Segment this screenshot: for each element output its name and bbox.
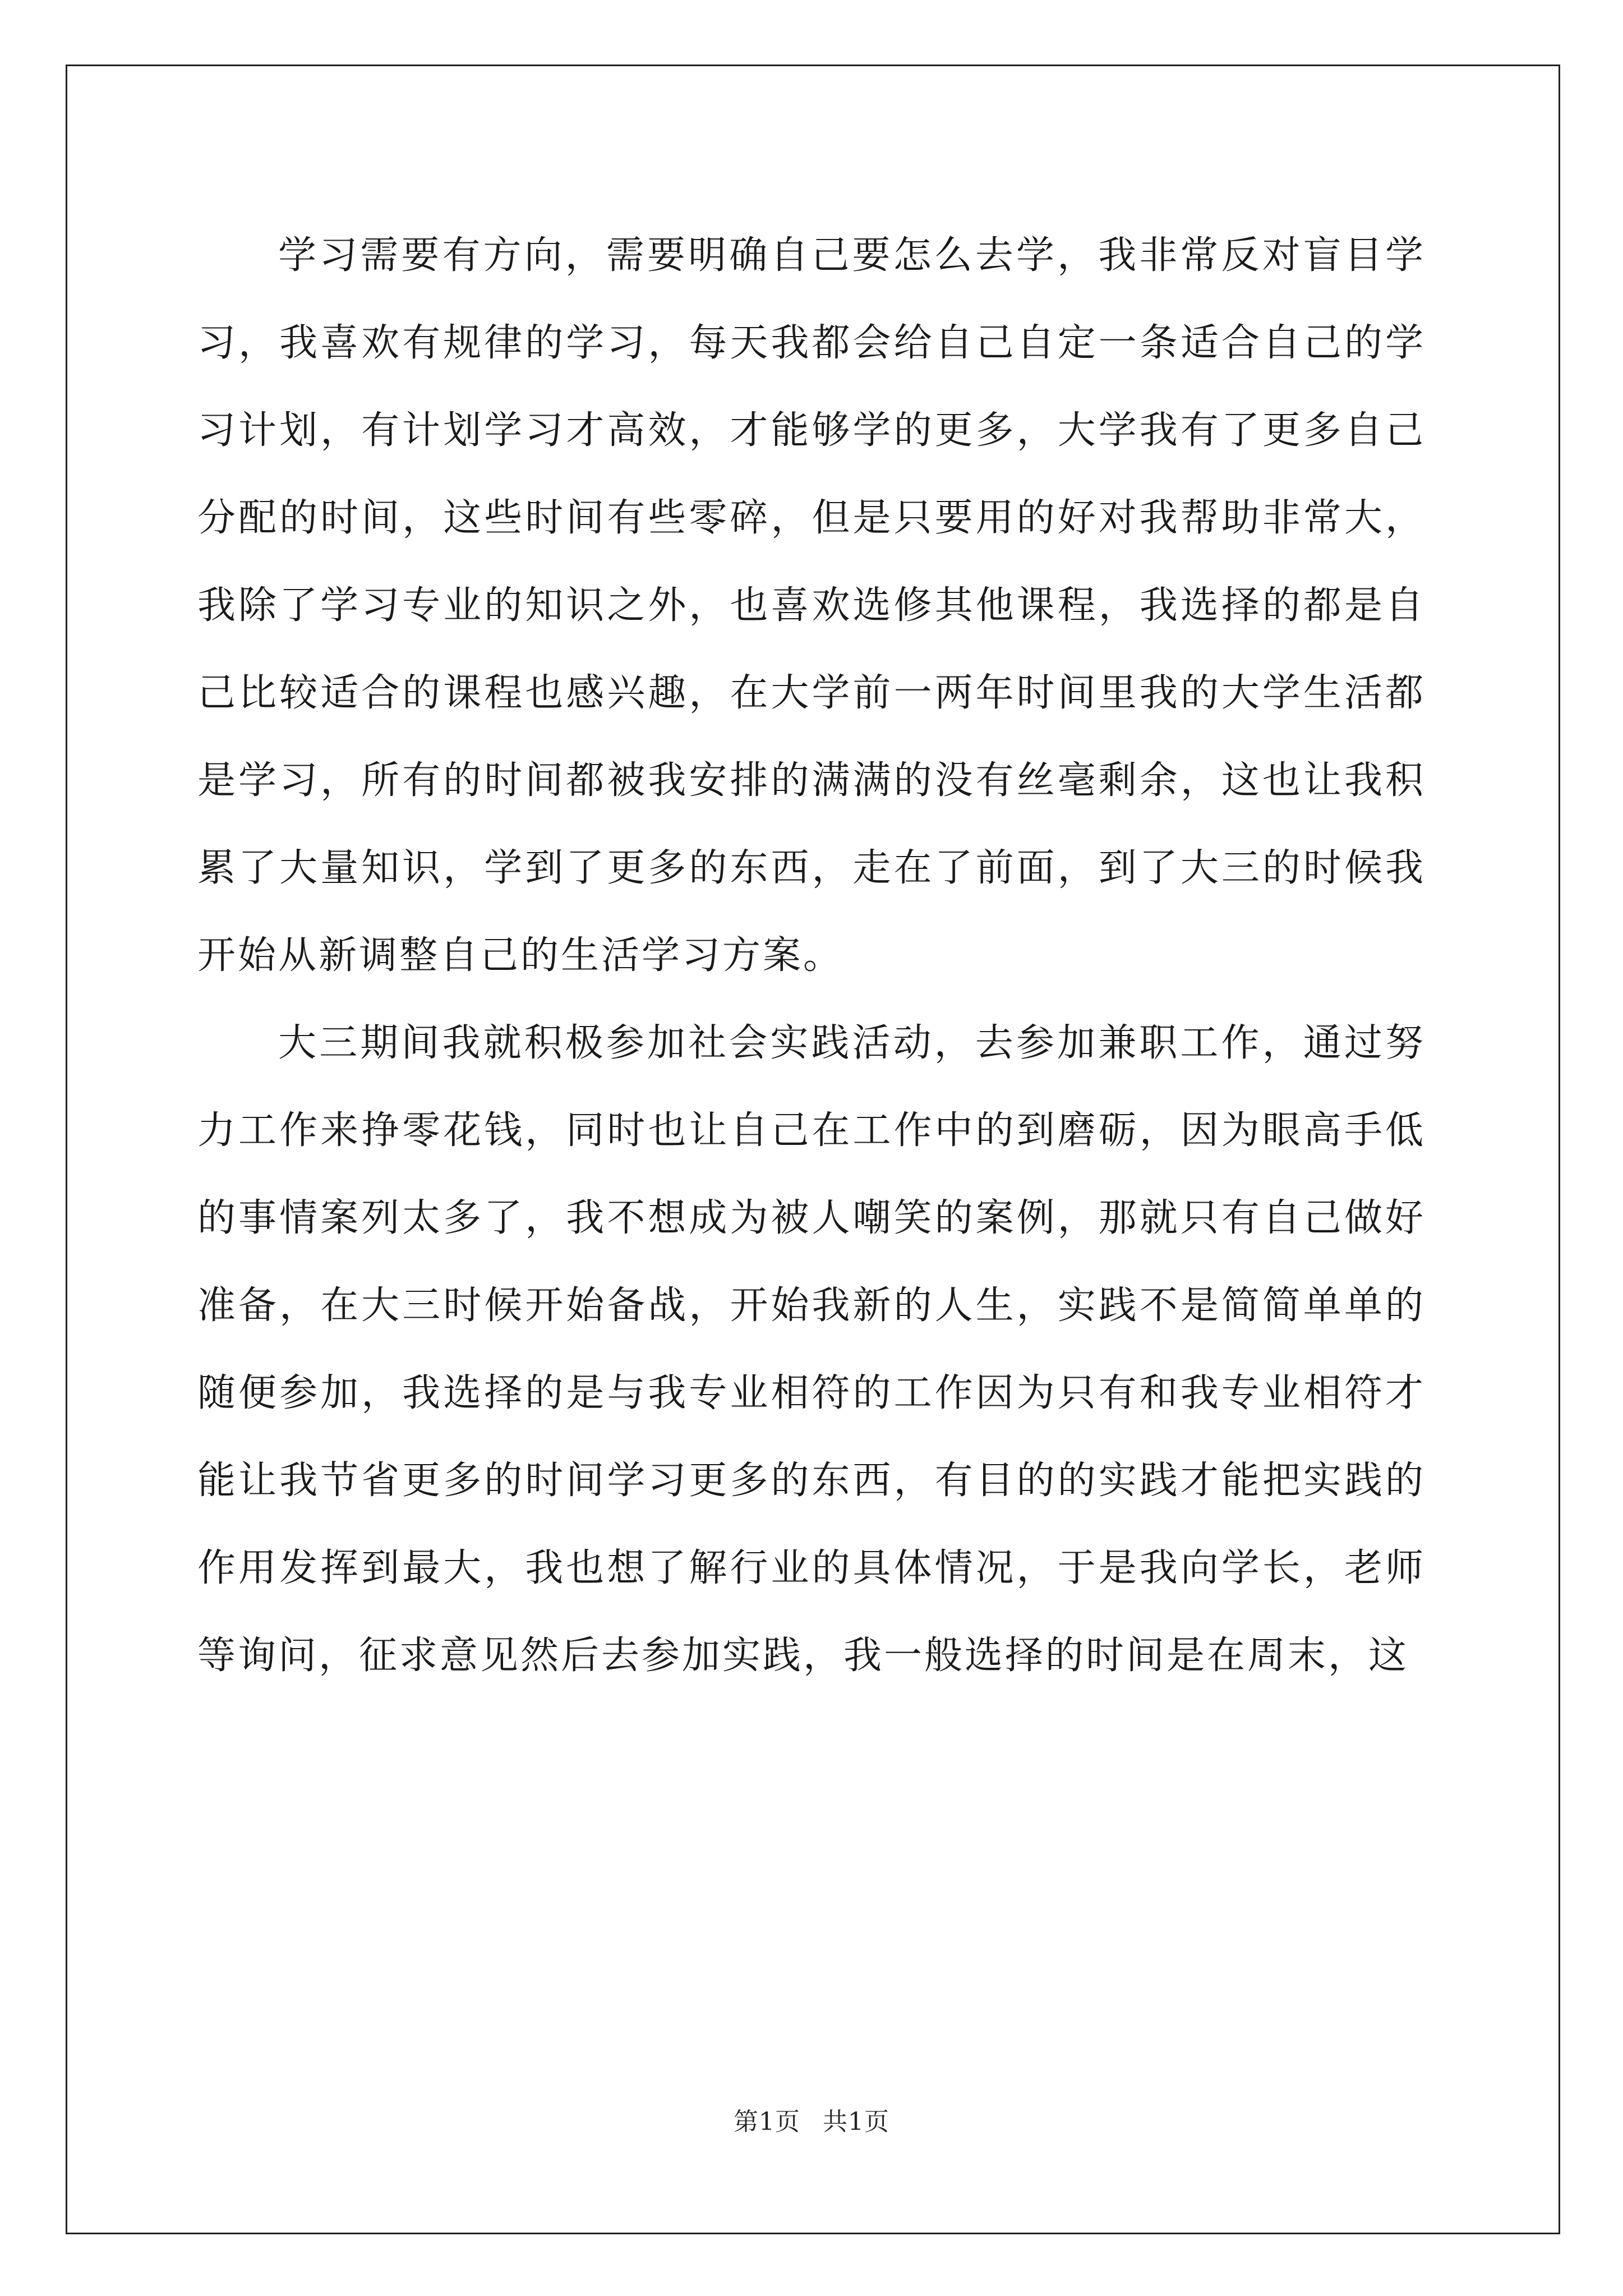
page-footer	[0, 2105, 1623, 2139]
page-number-current: 第1页	[734, 2108, 800, 2136]
paragraph-1: 学习需要有方向，需要明确自己要怎么去学，我非常反对盲目学习，我喜欢有规律的学习，每天我都会给自己自定一条适合自己的学习计划，有计划学习才高效，才能够学的更多，大学我有了更多自己分配的时间，这些时间有些零碎，但是只要用的好对我帮助非常大，我除了学习专业的知识之外，也喜欢选修其他课程，我选择的都是自己比较适合的课程也感兴趣，在大学前一两年时间里我的大学生活都是学习，所有的时间都被我安排的满满的没有丝毫剩余，这也让我积累了大量知识，学到了更多的东西，走在了前面，到了大三的时候我开始从新调整自己的生活学习方案。	[197, 233, 1426, 978]
paragraph-2: 大三期间我就积极参加社会实践活动，去参加兼职工作，通过努力工作来挣零花钱，同时也让自己在工作中的到磨砺，因为眼高手低的事情案列太多了，我不想成为被人嘲笑的案例，那就只有自己做好准备，在大三时候开始备战，开始我新的人生，实践不是简简单单的随便参加，我选择的是与我专业相符的工作因为只有和我专业相符才能让我节省更多的时间学习更多的东西，有目的的实践才能把实践的作用发挥到最大，我也想了解行业的具体情况，于是我向学长，老师等询问，征求意见然后去参加实践，我一般选择的时间是在周末，这	[197, 1021, 1426, 1678]
page-number-total: 共1页	[823, 2108, 889, 2136]
document-body	[197, 212, 1426, 1700]
